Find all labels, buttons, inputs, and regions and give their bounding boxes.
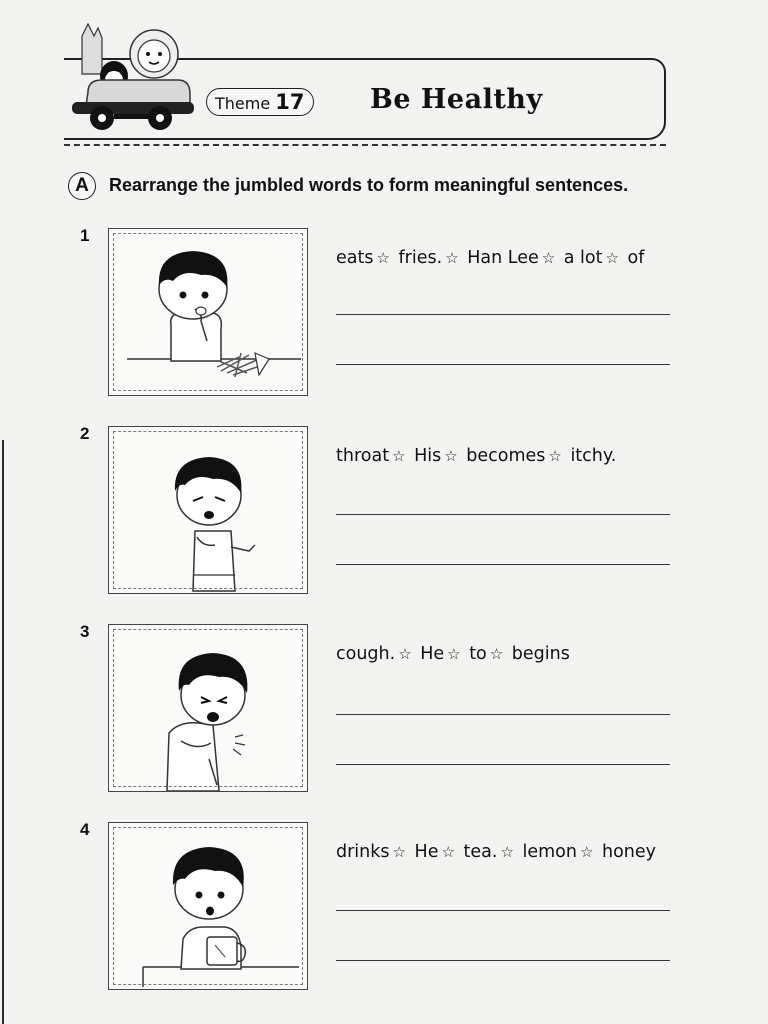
star-separator-icon: ☆ [445, 249, 459, 267]
theme-badge [206, 88, 314, 116]
boy-eating-fries-picture [108, 228, 308, 396]
star-separator-icon: ☆ [541, 249, 556, 267]
word: throat [336, 446, 390, 466]
answer-line[interactable] [336, 364, 670, 365]
exercise-item-2 [0, 424, 768, 614]
star-separator-icon: ☆ [398, 645, 412, 663]
star-separator-icon: ☆ [605, 249, 619, 267]
star-separator-icon: ☆ [548, 447, 562, 465]
exercise-item-3 [0, 622, 768, 812]
boy-itchy-throat-picture [108, 426, 308, 594]
item-number: 2 [80, 424, 90, 443]
word: itchy. [570, 446, 617, 466]
section-badge: A [68, 172, 96, 200]
section-instructions: Rearrange the jumbled words to form meaningful sentences. [109, 175, 629, 195]
word: begins [511, 644, 570, 664]
jumbled-words [336, 842, 656, 862]
word: tea. [463, 842, 498, 862]
word: His [414, 446, 442, 466]
star-separator-icon: ☆ [392, 843, 406, 861]
answer-line[interactable] [336, 564, 670, 565]
jumbled-words [336, 248, 644, 268]
answer-line[interactable] [336, 910, 670, 911]
answer-line[interactable] [336, 314, 670, 315]
star-separator-icon: ☆ [489, 645, 504, 663]
exercise-item-1 [0, 226, 768, 416]
word: Han Lee [467, 248, 539, 268]
boy-coughing-picture [108, 624, 308, 792]
jumbled-words [336, 644, 570, 664]
boy-drinking-tea-picture [108, 822, 308, 990]
item-number: 4 [80, 820, 90, 839]
word: becomes [466, 446, 546, 466]
word: honey [601, 842, 656, 862]
word: He [414, 842, 439, 862]
theme-number: 17 [275, 90, 305, 114]
word: lemon [522, 842, 577, 862]
exercise-item-4 [0, 820, 768, 1010]
word: of [627, 248, 645, 268]
star-separator-icon: ☆ [500, 843, 514, 861]
answer-line[interactable] [336, 514, 670, 515]
answer-line[interactable] [336, 714, 670, 715]
word: to [469, 644, 487, 664]
answer-line[interactable] [336, 960, 670, 961]
word: drinks [336, 842, 390, 862]
star-separator-icon: ☆ [447, 645, 461, 663]
word: a lot [563, 248, 603, 268]
star-separator-icon: ☆ [441, 843, 455, 861]
answer-line[interactable] [336, 764, 670, 765]
star-separator-icon: ☆ [444, 447, 458, 465]
word: eats [336, 248, 374, 268]
car-mascot-illustration [68, 14, 198, 142]
word: cough. [336, 644, 396, 664]
star-separator-icon: ☆ [376, 249, 390, 267]
word: fries. [398, 248, 443, 268]
word: He [420, 644, 445, 664]
jumbled-words [336, 446, 616, 466]
star-separator-icon: ☆ [392, 447, 406, 465]
page-title: Be Healthy [370, 84, 543, 115]
theme-label: Theme [215, 94, 271, 113]
item-number: 1 [80, 226, 90, 245]
item-number: 3 [80, 622, 90, 641]
star-separator-icon: ☆ [579, 843, 594, 861]
